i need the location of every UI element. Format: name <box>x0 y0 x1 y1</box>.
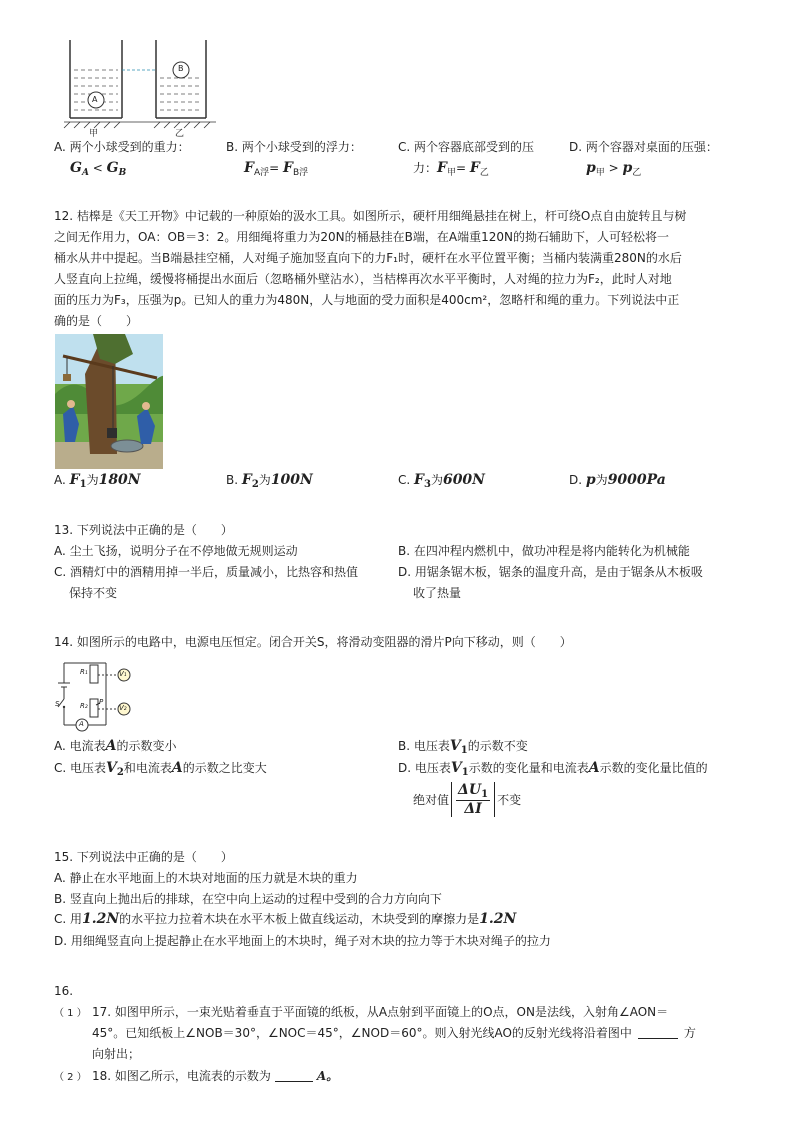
q12-line5: 面的压力为F₃，压强为p。已知人的重力为480N，人与地面的受力面积是400cm²，忽略杆和绳的重力。下列说法中正 <box>54 293 680 307</box>
q11-containers-figure <box>60 38 220 138</box>
q12-option-d[interactable]: D. p为9000Pa <box>569 472 666 488</box>
q15-option-b[interactable]: B. 竖直向上抛出后的排球，在空中向上运动的过程中受到的合力方向向下 <box>54 892 442 906</box>
q12-stem <box>54 206 744 332</box>
q14-option-a[interactable]: A. 电流表A的示数变小 <box>54 738 177 754</box>
q13-stem: 13. 下列说法中正确的是（ ） <box>54 523 233 537</box>
ball-a-label: A <box>92 95 98 104</box>
q12-line4: 人竖直向上拉绳，缓慢将桶提出水面后（忽略桶外壁沾水），当桔槔再次水平平衡时，人对绳的拉力为F₂，此时人对地 <box>54 272 672 286</box>
q16-sub1-index: （ 1 ） <box>54 1008 87 1019</box>
q14-option-b[interactable]: B. 电压表$V_1$的示数不变 <box>398 738 528 756</box>
q14-stem: 14. 如图所示的电路中，电源电压恒定。闭合开关S，将滑动变阻器的滑片P向下移动，则（ ） <box>54 635 572 649</box>
q15-option-a[interactable]: A. 静止在水平地面上的木块对地面的压力就是木块的重力 <box>54 871 358 885</box>
label-yi: 乙 <box>175 129 185 139</box>
q12-line3: 桶水从井中提起。当B端悬挂空桶，人对绳子施加竖直向下的力F₁时，硬杆在水平位置平衡；当桶内装满重280N的水后 <box>54 251 682 265</box>
q11-option-b-formula: $F_{A浮}= F_{B浮}$ <box>244 160 309 178</box>
label-v2: V₂ <box>119 704 127 712</box>
q11-option-c-formula: 力：$F_甲= F_乙$ <box>413 160 489 178</box>
q12-well-sweep-illustration <box>55 334 163 469</box>
q11-option-a[interactable]: A. 两个小球受到的重力： <box>54 140 190 154</box>
label-r1: R₁ <box>80 668 88 676</box>
q12-option-c[interactable]: C. $F_3$为600N <box>398 472 485 490</box>
q11-option-b[interactable]: B. 两个小球受到的浮力： <box>226 140 362 154</box>
q13-option-b[interactable]: B. 在四冲程内燃机中，做功冲程是将内能转化为机械能 <box>398 544 690 558</box>
answer-blank-ammeter[interactable] <box>275 1069 313 1082</box>
q14-option-d[interactable]: D. 电压表$V_1$示数的变化量和电流表A示数的变化量比值的 <box>398 760 708 778</box>
q13-option-d[interactable]: D. 用锯条锯木板，锯条的温度升高，是由于锯条从木板吸 <box>398 565 703 579</box>
q16-sub2-index: （ 2 ） <box>54 1072 87 1083</box>
q12-option-b[interactable]: B. $F_2$为100N <box>226 472 313 490</box>
q11-option-d[interactable]: D. 两个容器对桌面的压强： <box>569 140 718 154</box>
label-p: P <box>99 698 104 706</box>
ball-b-label: B <box>178 64 184 73</box>
q11-option-c[interactable]: C. 两个容器底部受到的压 <box>398 140 535 154</box>
q16-sub1-line1: 17. 如图甲所示，一束光贴着垂直于平面镜的纸板，从A点射到平面镜上的O点，ON是法线，入射角∠AON＝ <box>92 1005 669 1019</box>
q12-line6: 确的是（ ） <box>54 314 139 328</box>
container-yi <box>156 40 206 118</box>
q15-stem: 15. 下列说法中正确的是（ ） <box>54 850 233 864</box>
q16-sub1-line2: 45°。已知纸板上∠NOB＝30°，∠NOC＝45°，∠NOD＝60°。则入射光线AO的反射光线将沿着图中 方 <box>92 1026 696 1040</box>
q15-option-d[interactable]: D. 用细绳竖直向上提起静止在水平地面上的木块时，绳子对木块的拉力等于木块对绳子的拉力 <box>54 934 551 948</box>
q14-option-d-cont: 绝对值 $\frac{\Delta U_1}{\Delta I}$ 不变 <box>413 782 522 817</box>
q14-option-c[interactable]: C. 电压表$V_2$和电流表A的示数之比变大 <box>54 760 267 778</box>
q13-option-c-cont: 保持不变 <box>69 586 118 600</box>
label-s: S <box>55 700 60 708</box>
q13-option-a[interactable]: A. 尘土飞扬，说明分子在不停地做无规则运动 <box>54 544 298 558</box>
q11-option-a-formula: $G_A < G_B$ <box>70 160 127 178</box>
q13-option-d-cont: 收了热量 <box>413 586 462 600</box>
container-jia <box>70 40 122 118</box>
label-v1: V₁ <box>119 670 127 678</box>
q12-line1: 12. 桔槔是《天工开物》中记载的一种原始的汲水工具。如图所示，硬杆用细绳悬挂在树上，杆可绕O点自由旋转且与树 <box>54 209 687 223</box>
q12-option-a[interactable]: A. $F_1$为180N <box>54 472 141 490</box>
q13-option-c[interactable]: C. 酒精灯中的酒精用掉一半后，质量减小，比热容和热值 <box>54 565 359 579</box>
q14-circuit-diagram <box>54 655 136 735</box>
q15-option-c[interactable]: C. 用1.2N的水平拉力拉着木块在水平木板上做直线运动，木块受到的摩擦力是1.2N <box>54 911 517 927</box>
delta-fraction: $\frac{\Delta U_1}{\Delta I}$ <box>451 782 495 817</box>
answer-blank-reflection[interactable] <box>638 1026 678 1039</box>
q16-sub2-line: 18. 如图乙所示，电流表的示数为 A。 <box>92 1069 339 1083</box>
q16-sub1-line3: 向射出； <box>92 1047 141 1061</box>
q11-option-d-formula: $p_甲 > p_乙$ <box>586 160 642 178</box>
q16-number: 16. <box>54 984 74 998</box>
q12-line2: 之间无作用力，OA：OB＝3：2。用细绳将重力为20N的桶悬挂在B端，在A端重120N的拗石辅助下，人可轻松将一 <box>54 230 669 244</box>
label-r2: R₂ <box>80 702 88 710</box>
label-ammeter: A <box>79 720 84 728</box>
label-jia: 甲 <box>89 129 99 139</box>
